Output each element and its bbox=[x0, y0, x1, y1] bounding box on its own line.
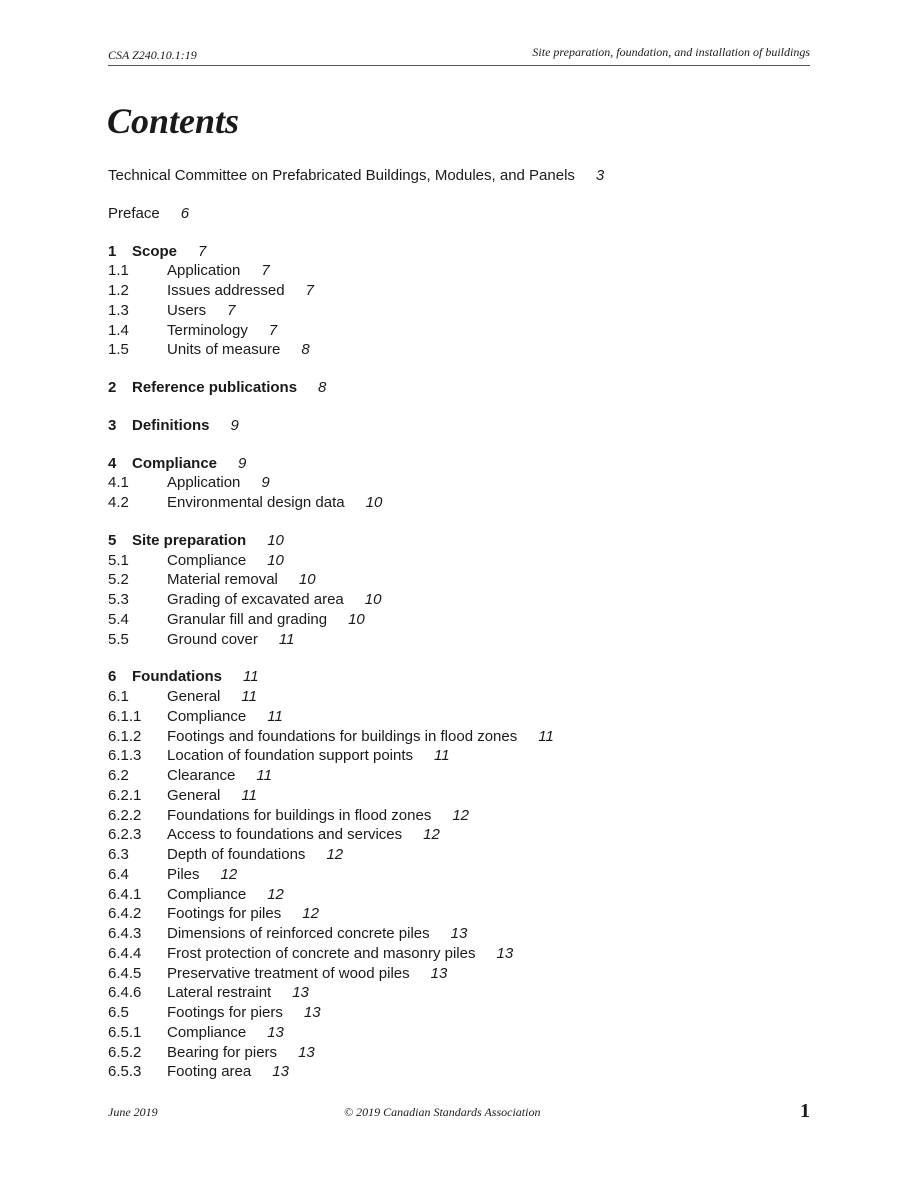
toc-entry-page: 10 bbox=[365, 494, 383, 511]
toc-entry-label bbox=[167, 786, 257, 806]
toc-entry-title: Footings for piers bbox=[167, 1004, 283, 1021]
toc-entry-title: Piles bbox=[167, 865, 200, 883]
toc-entry[interactable] bbox=[108, 667, 810, 687]
toc-entry-number: 1 bbox=[108, 242, 117, 260]
toc-entry[interactable] bbox=[108, 727, 810, 747]
toc-entry-number: 5.4 bbox=[108, 610, 129, 628]
toc-entry-number: 5 bbox=[108, 531, 117, 549]
toc-entry-number: 6.5.3 bbox=[108, 1063, 142, 1081]
toc-entry-number: 6.4 bbox=[108, 865, 129, 883]
toc-entry[interactable] bbox=[108, 531, 810, 551]
toc-entry-number: 2 bbox=[108, 379, 117, 396]
toc-entry-title: Footing area bbox=[167, 1063, 252, 1081]
toc-entry[interactable] bbox=[108, 610, 810, 630]
toc-entry-label bbox=[167, 301, 236, 321]
toc-entry-label bbox=[167, 904, 319, 924]
toc-entry-title: Depth of foundations bbox=[167, 846, 306, 863]
running-title: Site preparation, foundation, and installation of buildings bbox=[532, 45, 810, 59]
toc-entry-label bbox=[167, 806, 469, 826]
toc-entry-page: 10 bbox=[364, 591, 382, 608]
toc-entry-page: 9 bbox=[261, 474, 270, 492]
toc-entry[interactable] bbox=[108, 242, 810, 262]
toc-entry-title: Compliance bbox=[167, 885, 247, 903]
toc-entry-title: Ground cover bbox=[167, 630, 258, 648]
toc-entry-page: 13 bbox=[496, 944, 514, 962]
toc-entry-title: Scope bbox=[132, 242, 178, 260]
toc-entry-number: 6.4.6 bbox=[108, 984, 142, 1002]
toc-entry-page: 11 bbox=[241, 688, 257, 705]
toc-entry-label bbox=[132, 531, 284, 551]
toc-entry-label bbox=[167, 1062, 289, 1082]
toc-entry-title: Compliance bbox=[167, 707, 247, 725]
toc-entry-title: Compliance bbox=[167, 551, 247, 569]
toc-entry-number: 5.3 bbox=[108, 591, 129, 608]
toc-entry-label bbox=[167, 340, 310, 360]
toc-entry[interactable] bbox=[108, 865, 810, 885]
page-footer bbox=[108, 1100, 810, 1124]
toc-entry[interactable] bbox=[108, 964, 810, 984]
toc-entry-page: 13 bbox=[430, 964, 448, 982]
toc-entry[interactable] bbox=[108, 590, 810, 610]
toc-entry-page: 10 bbox=[298, 571, 316, 589]
toc-entry-title: Units of measure bbox=[167, 341, 281, 359]
toc-entry-number: 6.4.5 bbox=[108, 964, 142, 982]
toc-entry-number: 6.4.3 bbox=[108, 925, 142, 942]
toc-entry-page: 7 bbox=[305, 282, 314, 299]
toc-entry-label bbox=[167, 590, 381, 610]
toc-entry-page: 13 bbox=[292, 984, 309, 1002]
toc-entry[interactable] bbox=[108, 924, 810, 944]
toc-entry-number: 6 bbox=[108, 668, 117, 686]
toc-entry-number: 6.5.1 bbox=[108, 1023, 142, 1041]
toc-entry[interactable] bbox=[108, 1003, 810, 1023]
toc-entry-label bbox=[167, 551, 284, 571]
toc-entry-page: 13 bbox=[298, 1043, 315, 1061]
toc-entry[interactable] bbox=[108, 687, 810, 707]
toc-entry-title: Location of foundation support points bbox=[167, 747, 414, 765]
toc-entry-label bbox=[167, 707, 283, 727]
toc-entry-page: 7 bbox=[261, 262, 270, 280]
toc-entry-page: 12 bbox=[452, 806, 470, 824]
toc-entry-title: Site preparation bbox=[132, 531, 247, 549]
toc-entry-title: Application bbox=[167, 474, 241, 492]
toc-entry-label bbox=[167, 1043, 315, 1063]
toc-entry[interactable] bbox=[108, 806, 810, 826]
standard-id: CSA Z240.10.1:19 bbox=[108, 48, 197, 62]
toc-entry[interactable] bbox=[108, 983, 810, 1003]
toc-entry-number: 3 bbox=[108, 416, 117, 434]
toc-entry-page: 3 bbox=[595, 167, 605, 184]
toc-entry-page: 12 bbox=[220, 865, 238, 883]
toc-entry-label bbox=[167, 944, 513, 964]
toc-entry-title: Footings for piles bbox=[167, 905, 282, 923]
toc-entry-number: 6.1 bbox=[108, 688, 129, 705]
toc-entry-label bbox=[108, 204, 189, 224]
toc-entry[interactable] bbox=[108, 904, 810, 924]
toc-entry-page: 12 bbox=[302, 905, 319, 923]
toc-entry-page: 11 bbox=[243, 668, 259, 686]
toc-entry-title: Bearing for piers bbox=[167, 1043, 278, 1061]
toc-entry-title: Reference publications bbox=[132, 379, 298, 396]
toc-entry-title: General bbox=[167, 786, 221, 804]
toc-entry-title: Compliance bbox=[132, 454, 218, 472]
toc-entry[interactable] bbox=[108, 1062, 810, 1082]
toc-entry-page: 11 bbox=[434, 747, 450, 765]
toc-entry-title: Technical Committee on Prefabricated Buildings, Modules, and Panels bbox=[108, 167, 575, 184]
toc-entry[interactable] bbox=[108, 746, 810, 766]
toc-entry[interactable] bbox=[108, 340, 810, 360]
toc-entry-title: Terminology bbox=[167, 321, 248, 339]
toc-entry[interactable] bbox=[108, 261, 810, 281]
running-header bbox=[108, 44, 810, 66]
toc-entry-number: 1.5 bbox=[108, 341, 129, 359]
toc-entry-number: 5.5 bbox=[108, 630, 129, 648]
toc-entry-label bbox=[167, 321, 277, 341]
toc-entry-label bbox=[167, 964, 447, 984]
toc-entry-page: 7 bbox=[268, 321, 278, 339]
toc-entry-label bbox=[132, 454, 246, 474]
toc-entry[interactable] bbox=[108, 551, 810, 571]
toc-entry-page: 10 bbox=[267, 551, 284, 569]
toc-entry-number: 6.2.2 bbox=[108, 806, 142, 824]
toc-entry-title: Clearance bbox=[167, 767, 236, 784]
toc-entry-number: 5.2 bbox=[108, 571, 129, 589]
toc-entry-number: 6.4.2 bbox=[108, 905, 142, 923]
toc-entry-number: 6.1.2 bbox=[108, 727, 142, 745]
toc-entry-number: 6.1.3 bbox=[108, 747, 142, 765]
toc-entry-title: Preface bbox=[108, 204, 160, 222]
toc-entry-label bbox=[167, 1023, 284, 1043]
toc-entry-page: 11 bbox=[241, 786, 257, 804]
toc-entry-number: 6.2.1 bbox=[108, 786, 142, 804]
toc-entry-number: 6.4.1 bbox=[108, 885, 142, 903]
toc-entry[interactable] bbox=[108, 416, 810, 436]
toc-entry-number: 6.5 bbox=[108, 1004, 129, 1021]
toc-entry-number: 4.1 bbox=[108, 474, 129, 492]
toc-entry[interactable] bbox=[108, 707, 810, 727]
toc-entry-title: Compliance bbox=[167, 1023, 247, 1041]
toc-entry[interactable] bbox=[108, 944, 810, 964]
toc-entry-page: 11 bbox=[267, 707, 283, 725]
toc-entry-page: 10 bbox=[267, 531, 284, 549]
toc-entry-page: 11 bbox=[538, 727, 554, 745]
toc-entry-label bbox=[167, 261, 270, 281]
toc-entry-label bbox=[167, 865, 237, 885]
toc-entry-title: Frost protection of concrete and masonry piles bbox=[167, 944, 476, 962]
toc-entry[interactable] bbox=[108, 301, 810, 321]
toc-entry[interactable] bbox=[108, 786, 810, 806]
toc-entry-label bbox=[167, 473, 270, 493]
toc-entry-number: 6.4.4 bbox=[108, 944, 142, 962]
toc-entry[interactable] bbox=[108, 885, 810, 905]
toc-entry-number: 4 bbox=[108, 454, 117, 472]
toc-entry-number: 6.2 bbox=[108, 767, 129, 784]
toc-entry-page: 10 bbox=[348, 610, 365, 628]
toc-entry-label bbox=[167, 281, 314, 301]
toc-entry-page: 12 bbox=[267, 885, 284, 903]
toc-entry[interactable] bbox=[108, 766, 810, 786]
toc-entry-label bbox=[167, 825, 440, 845]
toc-entry[interactable] bbox=[108, 204, 810, 224]
toc-entry[interactable] bbox=[108, 825, 810, 845]
toc-entry-page: 8 bbox=[318, 379, 327, 396]
footer-date: June 2019 bbox=[108, 1105, 158, 1119]
toc-entry-title: Environmental design data bbox=[167, 494, 345, 511]
toc-entry-page: 11 bbox=[278, 630, 295, 648]
toc-entry-number: 1.1 bbox=[108, 262, 129, 280]
toc-entry-label bbox=[167, 630, 294, 650]
toc-entry-page: 9 bbox=[238, 454, 247, 472]
toc-entry-label bbox=[132, 667, 259, 687]
toc-entry[interactable] bbox=[108, 630, 810, 650]
toc-entry-label bbox=[167, 746, 450, 766]
toc-entry-page: 7 bbox=[198, 242, 207, 260]
toc-entry-page: 12 bbox=[423, 826, 440, 844]
toc-entry-title: Foundations bbox=[132, 668, 222, 686]
toc-entry[interactable] bbox=[108, 321, 810, 341]
toc-entry-page: 8 bbox=[301, 341, 310, 359]
toc-entry-title: Preservative treatment of wood piles bbox=[167, 964, 410, 982]
toc-entry-number: 5.1 bbox=[108, 551, 129, 569]
toc-entry-title: Lateral restraint bbox=[167, 984, 272, 1002]
toc-entry-label bbox=[167, 610, 365, 630]
toc-entry-label bbox=[132, 242, 206, 262]
toc-entry-label bbox=[108, 166, 604, 186]
toc-entry-title: Application bbox=[167, 262, 241, 280]
toc-entry[interactable] bbox=[108, 378, 810, 398]
toc-entry[interactable] bbox=[108, 281, 810, 301]
toc-entry[interactable] bbox=[108, 1043, 810, 1063]
toc-entry[interactable] bbox=[108, 570, 810, 590]
toc-entry-page: 9 bbox=[230, 416, 239, 434]
toc-entry-title: Material removal bbox=[167, 571, 278, 589]
toc-entry[interactable] bbox=[108, 166, 810, 186]
toc-entry-label bbox=[167, 493, 382, 513]
toc-entry-page: 7 bbox=[227, 301, 236, 319]
toc-entry-number: 6.1.1 bbox=[108, 707, 142, 725]
toc-entry-number: 6.2.3 bbox=[108, 826, 142, 844]
toc-entry-label bbox=[167, 570, 316, 590]
page-number: 1 bbox=[800, 1100, 810, 1122]
toc-entry-label bbox=[132, 416, 239, 436]
toc-entry-title: General bbox=[167, 688, 221, 705]
toc-entry-title: Definitions bbox=[132, 416, 210, 434]
toc-entry-page: 13 bbox=[267, 1023, 284, 1041]
toc-entry-page: 13 bbox=[303, 1004, 321, 1021]
toc-entry-title: Grading of excavated area bbox=[167, 591, 344, 608]
toc-entry-number: 6.3 bbox=[108, 846, 129, 863]
toc-entry-title: Access to foundations and services bbox=[167, 826, 403, 844]
toc-entry-title: Issues addressed bbox=[167, 282, 285, 299]
toc-entry-label bbox=[167, 727, 554, 747]
toc-entry-page: 13 bbox=[272, 1063, 289, 1081]
toc-entry-page: 6 bbox=[180, 204, 190, 222]
toc-entry-number: 1.3 bbox=[108, 301, 129, 319]
toc-entry-label bbox=[167, 687, 257, 707]
toc-entry-page: 11 bbox=[256, 767, 272, 784]
toc-entry-number: 1.2 bbox=[108, 282, 129, 299]
toc-entry[interactable] bbox=[108, 454, 810, 474]
toc-entry[interactable] bbox=[108, 845, 810, 865]
toc-entry-label bbox=[167, 885, 284, 905]
toc-entry-label bbox=[167, 983, 309, 1003]
toc-entry[interactable] bbox=[108, 493, 810, 513]
toc-entry-number: 1.4 bbox=[108, 321, 129, 339]
toc-entry-title: Footings and foundations for buildings in flood zones bbox=[167, 727, 518, 745]
toc-entry-title: Dimensions of reinforced concrete piles bbox=[167, 925, 430, 942]
toc-entry-title: Users bbox=[167, 301, 207, 319]
toc-entry-title: Foundations for buildings in flood zones bbox=[167, 806, 432, 824]
page-title: Contents bbox=[107, 101, 240, 141]
toc-entry[interactable] bbox=[108, 473, 810, 493]
toc-entry-label bbox=[167, 766, 272, 786]
toc-entry-number: 4.2 bbox=[108, 494, 129, 511]
toc-entry-number: 6.5.2 bbox=[108, 1043, 142, 1061]
toc-entry-page: 12 bbox=[326, 846, 344, 863]
toc-entry[interactable] bbox=[108, 1023, 810, 1043]
toc-entry-label bbox=[167, 1003, 321, 1023]
toc-entry-label bbox=[132, 378, 326, 398]
footer-copyright: © 2019 Canadian Standards Association bbox=[344, 1105, 541, 1119]
toc-entry-title: Granular fill and grading bbox=[167, 610, 328, 628]
toc-entry-label bbox=[167, 924, 467, 944]
toc-entry-label bbox=[167, 845, 343, 865]
toc-entry-page: 13 bbox=[450, 925, 468, 942]
table-of-contents bbox=[108, 166, 810, 1082]
